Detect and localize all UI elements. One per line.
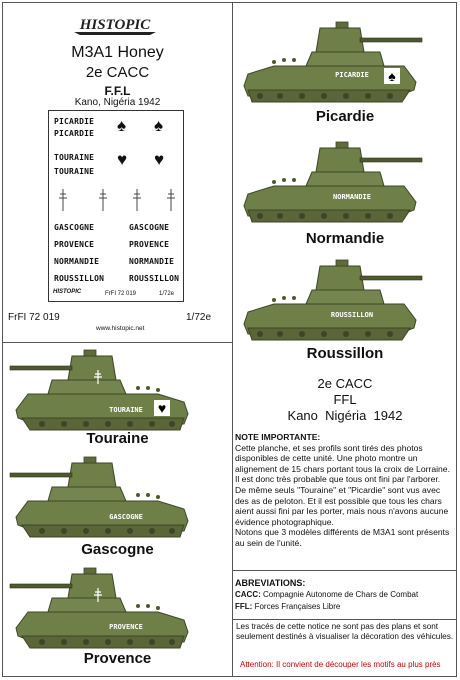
- tank-name-touraine: Touraine: [86, 430, 149, 447]
- caption-location: Kano Nigéria 1942: [287, 408, 403, 423]
- caption-unit: 2e CACC: [317, 376, 373, 391]
- decal-text: TOURAINE: [54, 153, 95, 162]
- tank-profile-roussillon: [234, 258, 424, 344]
- spade-icon: ♠: [154, 116, 164, 135]
- spade-icon: ♠: [388, 68, 396, 84]
- svg-text:NORMANDIE: NORMANDIE: [333, 193, 371, 201]
- decal-text: NORMANDIE: [54, 257, 100, 266]
- lorraine-cross-icon: [57, 187, 177, 213]
- decal-text: GASCOGNE: [54, 223, 95, 232]
- decal-logo-small: HISTOPIC: [53, 289, 82, 295]
- tank-profile-normandie: [234, 140, 424, 226]
- decal-text: PICARDIE: [54, 129, 95, 138]
- svg-text:ROUSSILLON: ROUSSILLON: [330, 311, 374, 319]
- model-title: M3A1 Honey: [71, 44, 164, 61]
- decal-ref-small: FrFI 72 019: [105, 291, 137, 297]
- caption-ffl: FFL: [333, 392, 357, 407]
- svg-text:PROVENCE: PROVENCE: [109, 623, 143, 631]
- tank-name-provence: Provence: [83, 650, 152, 667]
- decal-text: NORMANDIE: [129, 257, 175, 266]
- abbreviations: [235, 577, 455, 613]
- decal-sheet: [48, 110, 184, 302]
- abbreviation-row: [235, 601, 455, 613]
- heart-icon: ♥: [117, 150, 128, 169]
- note-paragraph-2: De même seuls "Touraine" et "Picardie" sont vus avec des as de peloton. Et il est possible que tous les chars aient aussi fini par les porter, mais nous n'avons aucune évidence photographique.: [235, 484, 449, 527]
- tank-name-picardie: Picardie: [315, 108, 375, 125]
- tank-profile-gascogne: [8, 455, 198, 541]
- footer-warning: Attention: Il convient de découper les motifs au plus près: [240, 660, 441, 669]
- histopic-logo: [70, 14, 160, 36]
- heart-icon: ♥: [154, 150, 165, 169]
- spade-icon: ♠: [117, 116, 127, 135]
- abbreviation-key: CACC:: [235, 590, 261, 599]
- decal-text: TOURAINE: [54, 167, 95, 176]
- abbreviation-row: [235, 589, 455, 601]
- footer-disclaimer: Les tracés de cette notice ne sont pas des plans et sont seulement destinés à visualiser la décoration des véhicules.: [236, 622, 454, 642]
- tank-profile-provence: [8, 566, 198, 652]
- tank-name-roussillon: Roussillon: [306, 345, 384, 362]
- tank-name-gascogne: Gascogne: [81, 541, 154, 558]
- note-title: NOTE IMPORTANTE:: [235, 432, 321, 442]
- abbreviation-key: FFL:: [235, 602, 253, 611]
- decal-text: ROUSSILLON: [129, 274, 180, 283]
- abbreviation-value: Compagnie Autonome de Chars de Combat: [263, 590, 419, 599]
- lorraine-cross-icon: [306, 30, 314, 44]
- svg-text:GASCOGNE: GASCOGNE: [109, 513, 143, 521]
- website: www.histopic.net: [96, 325, 145, 332]
- catalog-scale: 1/72e: [186, 312, 212, 323]
- decal-text: PROVENCE: [54, 240, 95, 249]
- svg-text:PICARDIE: PICARDIE: [335, 71, 369, 79]
- svg-text:HISTOPIC: HISTOPIC: [79, 17, 151, 33]
- note-paragraph-1: Cette planche, et ses profils sont tirés des photos disponibles de cette unité. Une photo montre un alignement de 15 chars portant tous la croix de Lorraine. Il est donc très probable que tous ont fini par l'arborer.: [235, 442, 450, 485]
- tank-profile-picardie: [234, 20, 424, 106]
- decal-text: PICARDIE: [54, 117, 95, 126]
- tank-profile-touraine: [8, 348, 198, 434]
- unit-title: 2e CACC: [85, 64, 150, 81]
- svg-text:TOURAINE: TOURAINE: [109, 406, 143, 414]
- abbreviations-title: ABREVIATIONS:: [235, 578, 306, 588]
- catalog-ref: FrFI 72 019: [8, 312, 60, 323]
- decal-text: GASCOGNE: [129, 223, 170, 232]
- abbreviation-value: Forces Françaises Libre: [254, 602, 341, 611]
- tank-name-normandie: Normandie: [305, 230, 385, 247]
- decal-text: ROUSSILLON: [54, 274, 105, 283]
- ffl-title: F.F.L: [104, 84, 131, 98]
- decal-scale-small: 1/72e: [159, 291, 175, 297]
- note-paragraph-3: Notons que 3 modèles différents de M3A1 sont présents au sein de l'unité.: [235, 527, 450, 548]
- heart-icon: ♥: [157, 400, 167, 416]
- location-title: Kano, Nigéria 1942: [74, 97, 161, 108]
- important-note: [235, 432, 455, 549]
- lorraine-cross-icon: [306, 154, 314, 168]
- decal-text: PROVENCE: [129, 240, 170, 249]
- section-divider: [2, 342, 233, 343]
